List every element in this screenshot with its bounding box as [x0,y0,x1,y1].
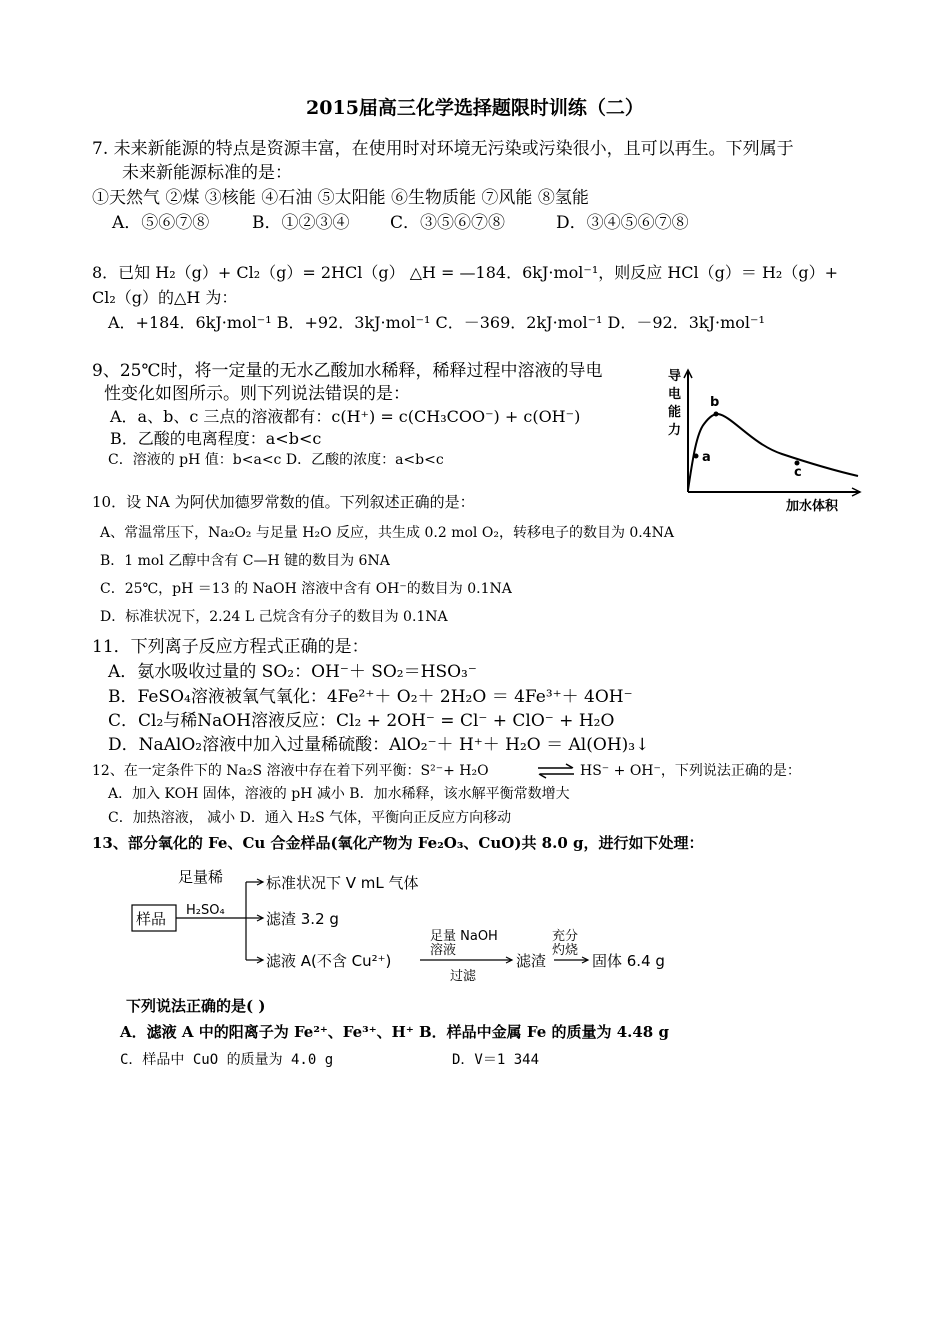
q13-option-ab: A．滤液 A 中的阳离子为 Fe²⁺、Fe³⁺、H⁺ B．样品中金属 Fe 的质量为 4.48 g [120,1023,669,1041]
q9-option-b: B．乙酸的电离程度：a<b<c [110,429,322,448]
q11-option-c: C．Cl₂与稀NaOH溶液反应：Cl₂ + 2OH⁻ = Cl⁻ + ClO⁻ + H₂O [108,711,615,731]
q13-question: 下列说法正确的是( ) [126,997,266,1015]
q11-option-d: D．NaAlO₂溶液中加入过量稀硫酸：AlO₂⁻＋ H⁺＋ H₂O ＝ Al(OH)₃↓ [108,735,650,755]
q12-option-ab: A．加入 KOH 固体，溶液的 pH 减小 B．加水稀释，该水解平衡常数增大 [108,786,570,802]
graph-ylabel-4: 力 [668,423,682,438]
graph-point-b [714,412,719,417]
q11-stem: 11．下列离子反应方程式正确的是： [92,637,369,657]
q9-conductivity-graph [662,364,868,514]
q12-stem-left: 12、在一定条件下的 Na₂S 溶液中存在着下列平衡：S²⁻+ H₂O [92,763,489,779]
graph-curve [688,414,858,490]
q13-option-d: D．V＝1 344 [452,1052,540,1068]
graph-ylabel-2: 电 [668,387,682,402]
q9-option-cd: C．溶液的 pH 值：b<a<c D．乙酸的浓度：a<b<c [108,452,444,468]
q10-option-c: C．25℃，pH ＝13 的 NaOH 溶液中含有 OH⁻的数目为 0.1NA [100,581,512,597]
q9-option-a: A．a、b、c 三点的溶液都有：c(H⁺) = c(CH₃COO⁻) + c(OH⁻) [110,407,581,426]
q7-option-d: D．③④⑤⑥⑦⑧ [556,213,689,233]
flow-step2-top2: 溶液 [430,943,457,958]
q7-stem-line2: 未来新能源标准的是： [122,163,292,183]
q10-stem: 10．设 NA 为阿伏加德罗常数的值。下列叙述正确的是： [92,493,475,511]
flow-step2-bottom: 过滤 [450,969,477,984]
q13-option-c: C．样品中 CuO 的质量为 4.0 g [120,1052,334,1068]
graph-xlabel: 加水体积 [786,499,839,514]
q13-flow-diagram [128,864,708,990]
q9-stem-line2: 性变化如图所示。则下列说法错误的是： [104,384,410,404]
flow-step3-top1: 充分 [552,929,579,944]
q10-option-a: A、常温常压下，Na₂O₂ 与足量 H₂O 反应，共生成 0.2 mol O₂，转移电子的数目为 0.4NA [100,525,675,541]
graph-label-c: c [794,465,802,480]
q8-stem-line2: Cl₂（g）的△H 为： [92,288,238,307]
page-title: 2015届高三化学选择题限时训练（二） [306,97,644,119]
q11-option-b: B．FeSO₄溶液被氧气氧化：4Fe²⁺＋ O₂＋ 2H₂O ＝ 4Fe³⁺＋ 4OH⁻ [108,687,633,707]
graph-point-a [694,454,699,459]
flow-residue: 滤渣 3.2 g [266,910,339,928]
q10-option-b: B．1 mol 乙醇中含有 C—H 键的数目为 6NA [100,553,390,569]
flow-reagent-bottom: H₂SO₄ [186,903,225,918]
q7-option-b: B．①②③④ [252,213,350,233]
flow-filtrate: 滤液 A(不含 Cu²⁺) [266,952,392,970]
q8-stem-line1: 8．已知 H₂（g）+ Cl₂（g）= 2HCl（g） △H = —184．6kJ·mol⁻¹，则反应 HCl（g）＝ H₂（g）+ [92,263,838,282]
q7-option-c: C．③⑤⑥⑦⑧ [390,213,506,233]
q7-option-a: A．⑤⑥⑦⑧ [112,213,210,233]
q7-stem-line1: 7. 未来新能源的特点是资源丰富，在使用时对环境无污染或污染很小，且可以再生。下列属于 [92,139,794,159]
flow-sample: 样品 [136,910,167,928]
equilibrium-arrow-icon [536,761,576,781]
flow-solid: 固体 6.4 g [592,952,665,970]
flow-gas: 标准状况下 V mL 气体 [266,874,419,892]
graph-ylabel-3: 能 [668,405,682,420]
q12-stem-right: HS⁻ + OH⁻，下列说法正确的是： [580,763,801,779]
q10-option-d: D．标准状况下，2.24 L 己烷含有分子的数目为 0.1NA [100,609,448,625]
q7-items: ①天然气 ②煤 ③核能 ④石油 ⑤太阳能 ⑥生物质能 ⑦风能 ⑧氢能 [92,188,589,208]
graph-ylabel-1: 导 [668,369,682,384]
q9-stem-line1: 9、25℃时，将一定量的无水乙酸加水稀释，稀释过程中溶液的导电 [92,361,603,381]
flow-step3-top2: 灼烧 [552,943,579,958]
graph-label-a: a [702,450,711,465]
q11-option-a: A．氨水吸收过量的 SO₂：OH⁻＋ SO₂＝HSO₃⁻ [108,662,477,682]
flow-step2-top1: 足量 NaOH [430,929,498,944]
flow-residue2: 滤渣 [516,952,547,970]
q13-stem: 13、部分氧化的 Fe、Cu 合金样品(氧化产物为 Fe₂O₃、CuO)共 8.0 g，进行如下处理： [92,834,704,852]
graph-label-b: b [710,395,720,410]
q12-option-cd: C．加热溶液， 减小 D．通入 H₂S 气体，平衡向正反应方向移动 [108,810,512,826]
flow-reagent-top: 足量稀 [178,868,224,886]
q8-options: A．+184．6kJ·mol⁻¹ B．+92．3kJ·mol⁻¹ C．－369．2kJ·mol⁻¹ D．－92．3kJ·mol⁻¹ [108,313,765,332]
